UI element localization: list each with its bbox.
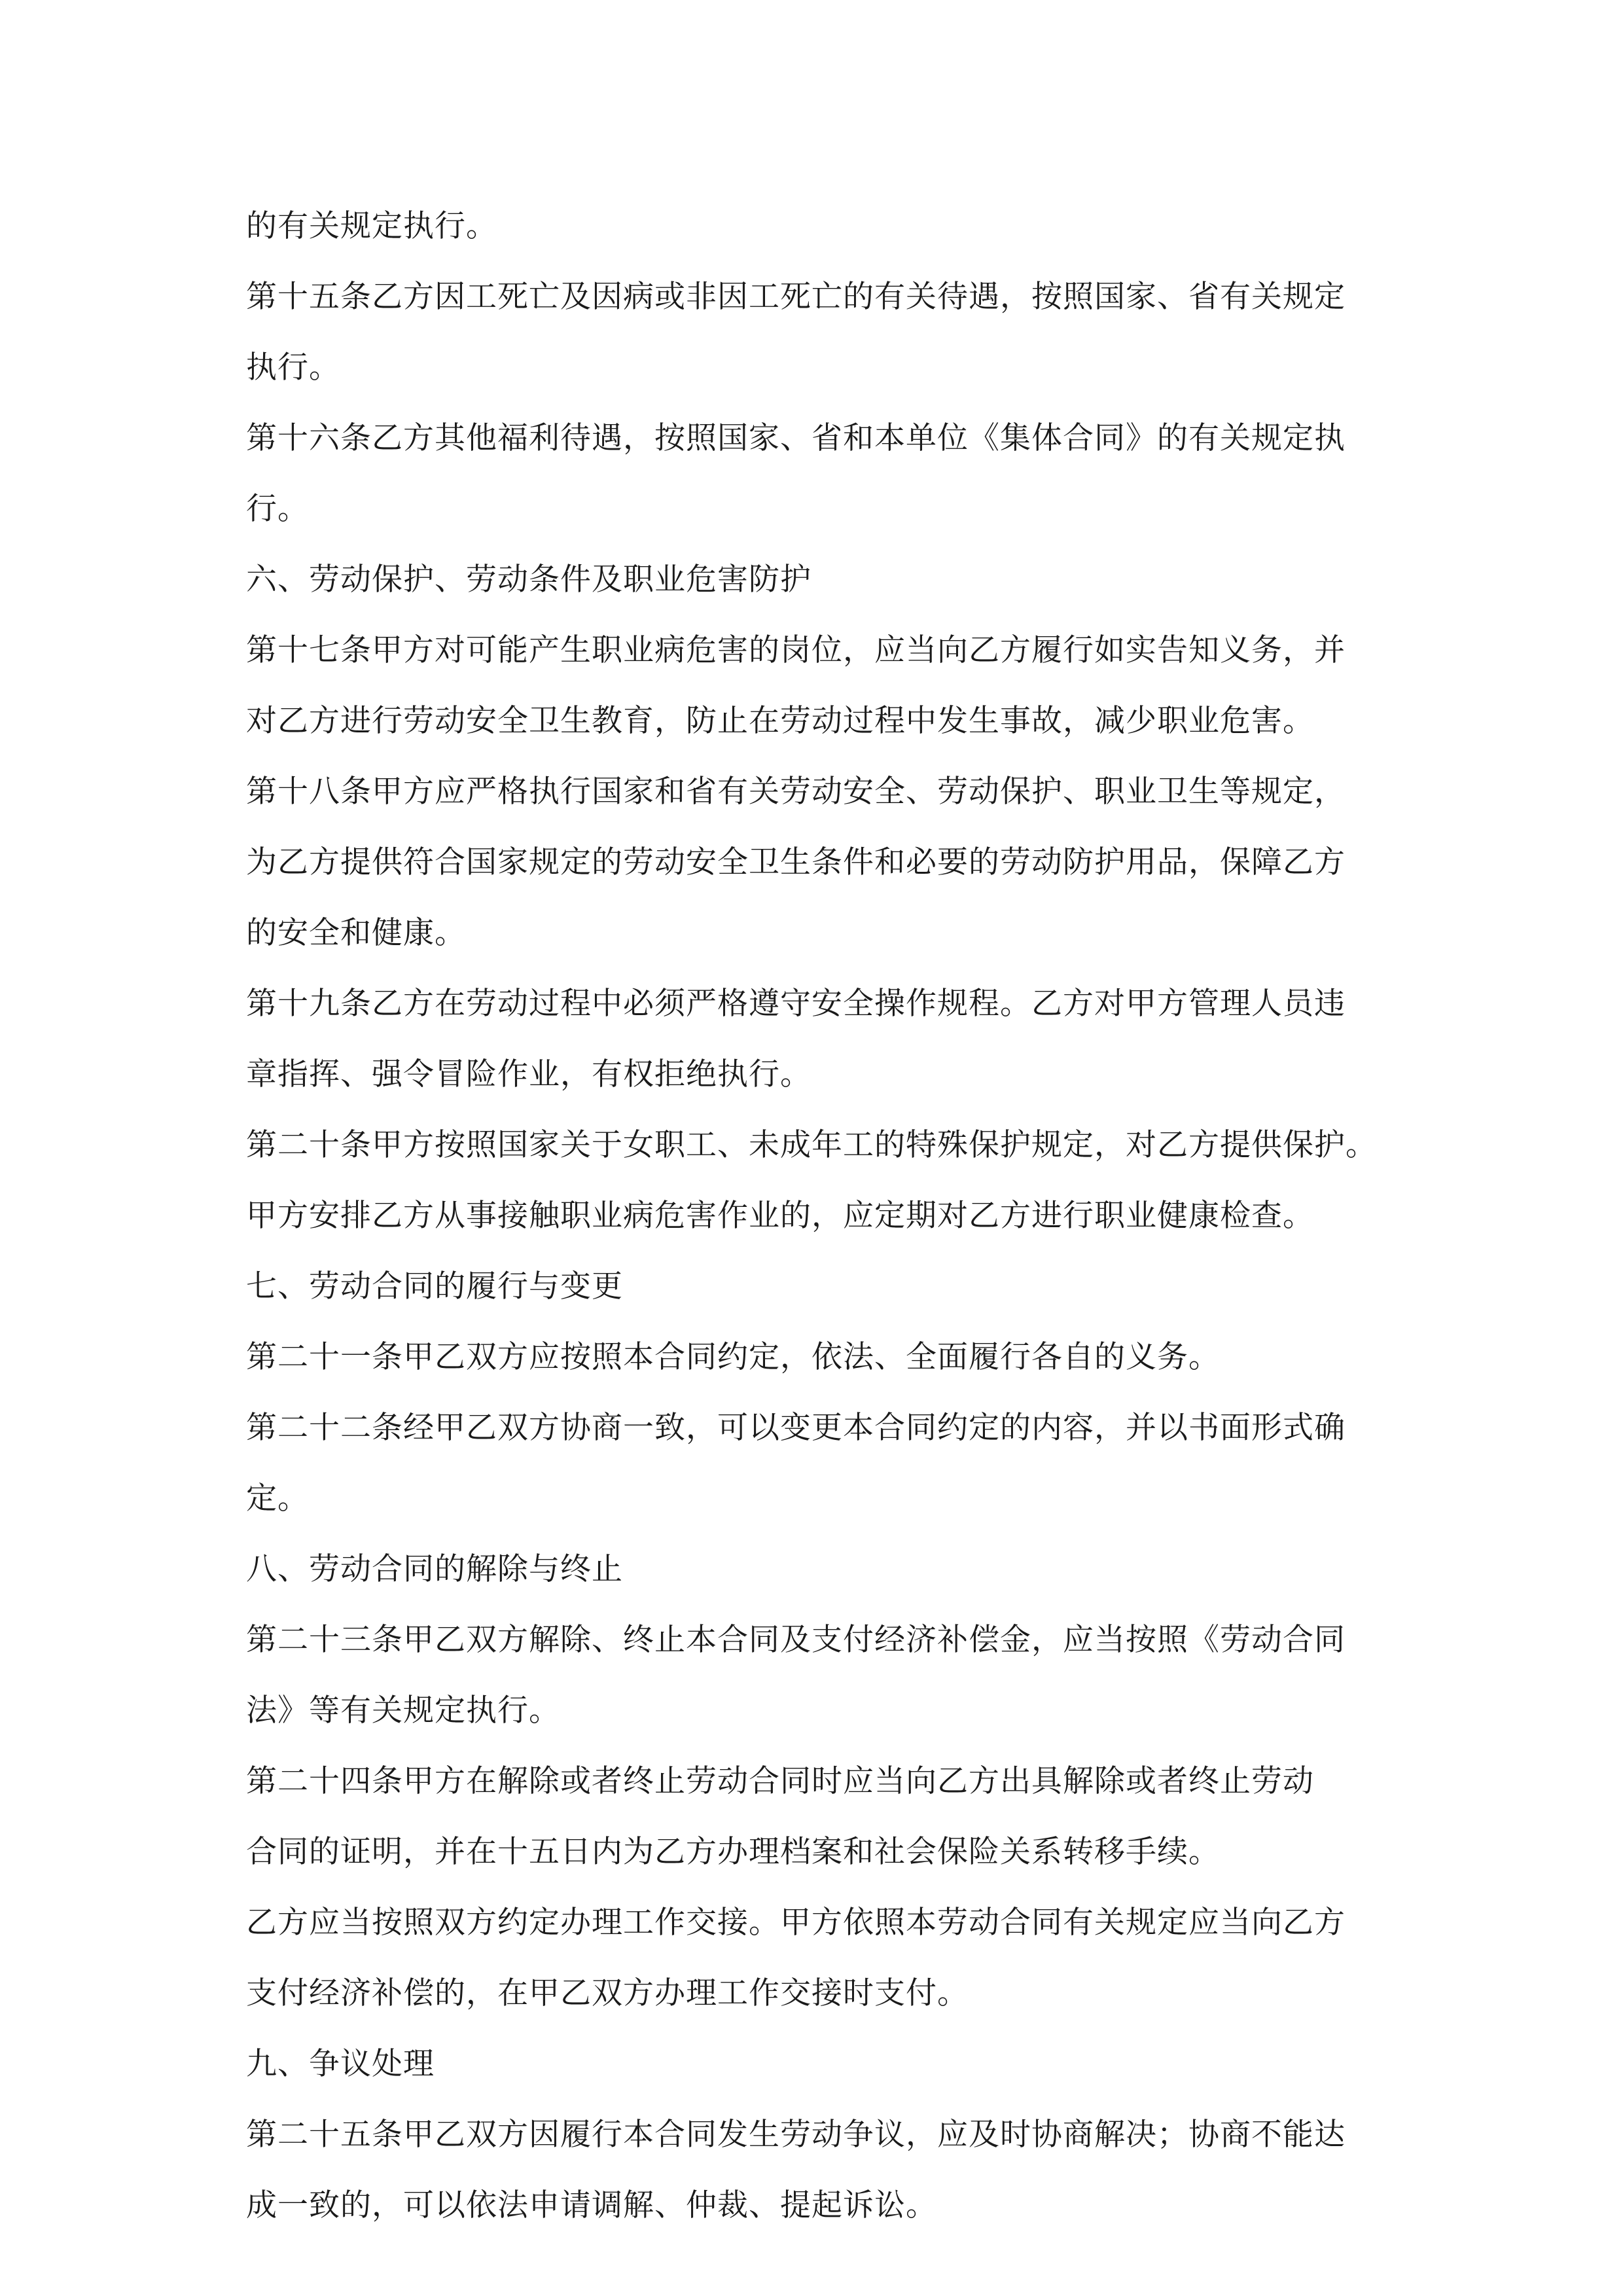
text-line: 第二十四条甲方在解除或者终止劳动合同时应当向乙方出具解除或者终止劳动: [246, 1763, 1314, 1799]
section-heading: 六、劳动保护、劳动条件及职业危害防护: [246, 562, 812, 598]
section-heading: 八、劳动合同的解除与终止: [246, 1551, 623, 1587]
text-line: 第二十一条甲乙双方应按照本合同约定，依法、全面履行各自的义务。: [246, 1339, 1220, 1375]
text-line: 支付经济补偿的，在甲乙双方办理工作交接时支付。: [246, 1975, 969, 2011]
document-body: [246, 191, 1398, 2241]
text-line: 法》等有关规定执行。: [246, 1693, 560, 1729]
text-line: 章指挥、强令冒险作业，有权拒绝执行。: [246, 1056, 812, 1092]
text-line: 第二十三条甲乙双方解除、终止本合同及支付经济补偿金，应当按照《劳动合同: [246, 1622, 1346, 1658]
text-line: 合同的证明，并在十五日内为乙方办理档案和社会保险关系转移手续。: [246, 1834, 1220, 1870]
text-line: 执行。: [246, 350, 340, 386]
text-line: 的安全和健康。: [246, 915, 466, 951]
text-line: 第二十五条甲乙双方因履行本合同发生劳动争议，应及时协商解决；协商不能达: [246, 2117, 1346, 2153]
text-line: 第二十二条经甲乙双方协商一致，可以变更本合同约定的内容，并以书面形式确: [246, 1410, 1346, 1446]
text-line: 第二十条甲方按照国家关于女职工、未成年工的特殊保护规定，对乙方提供保护。: [246, 1127, 1377, 1163]
text-line: 第十九条乙方在劳动过程中必须严格遵守安全操作规程。乙方对甲方管理人员违: [246, 986, 1346, 1022]
text-line: 第十七条甲方对可能产生职业病危害的岗位，应当向乙方履行如实告知义务，并: [246, 632, 1346, 668]
text-line: 第十五条乙方因工死亡及因病或非因工死亡的有关待遇，按照国家、省有关规定: [246, 279, 1346, 315]
text-line: 定。: [246, 1480, 309, 1516]
text-line: 第十八条甲方应严格执行国家和省有关劳动安全、劳动保护、职业卫生等规定，: [246, 774, 1346, 810]
text-line: 乙方应当按照双方约定办理工作交接。甲方依照本劳动合同有关规定应当向乙方: [246, 1905, 1346, 1941]
section-heading: 七、劳动合同的履行与变更: [246, 1268, 623, 1304]
text-line: 的有关规定执行。: [246, 208, 497, 244]
text-line: 对乙方进行劳动安全卫生教育，防止在劳动过程中发生事故，减少职业危害。: [246, 703, 1314, 739]
text-line: 行。: [246, 491, 309, 527]
text-line: 成一致的，可以依法申请调解、仲裁、提起诉讼。: [246, 2187, 937, 2223]
section-heading: 九、争议处理: [246, 2046, 435, 2082]
text-line: 第十六条乙方其他福利待遇，按照国家、省和本单位《集体合同》的有关规定执: [246, 420, 1346, 456]
text-line: 甲方安排乙方从事接触职业病危害作业的，应定期对乙方进行职业健康检查。: [246, 1198, 1314, 1234]
text-line: 为乙方提供符合国家规定的劳动安全卫生条件和必要的劳动防护用品，保障乙方: [246, 844, 1346, 880]
